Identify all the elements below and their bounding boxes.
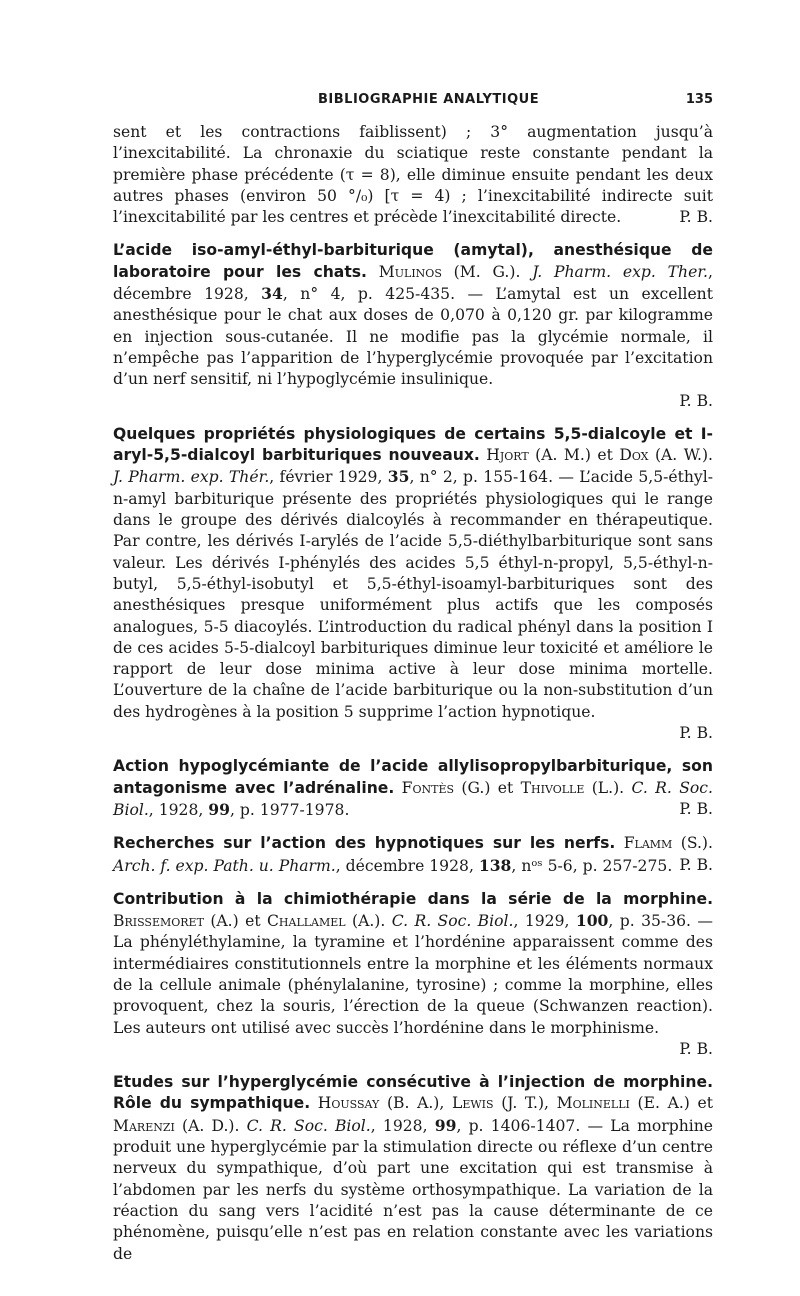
text-column xyxy=(113,122,713,1265)
author-initials: (S.). xyxy=(672,834,713,853)
journal-name: C. R. Soc. Biol. xyxy=(246,1116,371,1135)
author-name: Marenzi xyxy=(113,1116,175,1135)
author-initials: (A. D.). xyxy=(174,1116,247,1135)
author-name: Flamm xyxy=(623,834,673,853)
author-initials: (E. A.) et xyxy=(629,1094,713,1113)
author-initials: (B. A.), xyxy=(379,1094,452,1113)
entry-body: , p. 35-36. — La phényléthylamine, la tyramine et l’hordénine apparaissent comme des intermédiaires constitutionnels entre la morphine et les éléments normaux de la cellule animale (phénylalanine, tyrosine) ; comme la morphine, elles provoquent, chez la souris, l’érection de la queue (Schwanzen reaction). Les auteurs ont utilisé avec succès l’hordénine dans le morphinisme. xyxy=(113,912,713,1037)
bibliography-entry xyxy=(113,424,713,723)
entry-title: L’acide iso-amyl-éthyl-barbiturique (amytal), anesthésique de laboratoire pour les chats. xyxy=(113,241,713,281)
signature: P. B. xyxy=(679,724,713,743)
author-initials: (L.). xyxy=(584,778,632,797)
continuation-paragraph xyxy=(113,122,713,228)
author-name: Mulinos xyxy=(378,262,442,281)
continuation-text: sent et les contractions faiblissent) ; 3° augmentation jusqu’à l’inexcitabilité. La chronaxie du sciatique reste constante pendant la première phase précédente (τ = 8), elle diminue ensuite pendant les deux autres phases (environ 50 °/₀) [τ = 4) ; l’inexcitabilité indirecte suit l’inexcitabilité par les centres et précède l’inexcitabilité directe. xyxy=(113,123,713,227)
bibliography-entry xyxy=(113,833,713,877)
bibliography-entry xyxy=(113,1072,713,1265)
author-name: Brissemoret xyxy=(113,912,204,931)
entry-title: Contribution à la chimiothérapie dans la série de la morphine. xyxy=(113,889,713,908)
bibliography-entry xyxy=(113,756,713,821)
entry-body: , p. 1977-1978. xyxy=(230,800,350,819)
entry-body: , n° 2, p. 155-164. — L’acide 5,5-éthyl-n-amyl barbiturique présente des propriétés physiologiques qui le range dans le groupe des dérivés dialcoylés à recommander en thérapeutique. Par contre, les dérivés I-arylés de l’acide 5,5-diéthylbarbiturique sont sans valeur. Les dérivés I-phénylés des acides 5,5 éthyl-n-propyl, 5,5-éthyl-n-butyl, 5,5-éthyl-isobutyl et 5,5-éthyl-isoamyl-barbituriques sont des anesthésiques presque uniformément plus actifs que les composés analogues, 5-5 diacoylés. L’introduction du radical phényl dans la position I de ces acides 5-5-dialcoyl barbituriques diminue leur toxicité et améliore le rapport de leur dose minima active à leur dose minima mortelle. L’ouverture de la chaîne de l’acide barbiturique ou la non-substitution d’un des hydrogènes à la position 5 supprime l’action hypnotique. xyxy=(113,468,713,721)
author-name: Molinelli xyxy=(556,1094,630,1113)
citation-date: , décembre 1928, xyxy=(335,856,479,875)
journal-name: C. R. Soc. Biol. xyxy=(113,778,713,819)
author-initials: (A. M.) et xyxy=(528,446,620,465)
author-name: Hjort xyxy=(486,446,529,465)
volume-number: 100 xyxy=(575,911,609,931)
citation-date: , 1928, xyxy=(148,800,209,819)
journal-name: C. R. Soc. Biol. xyxy=(391,912,514,931)
author-initials: (A.). xyxy=(345,912,392,931)
entry-body: , p. 1406-1407. — La morphine produit une hyperglycémie par la stimulation directe ou réflexe d’un centre nerveux du sympathique, d’où part une excitation qui est transmise à l’abdomen par les nerfs du système orthosympathique. La variation de la réaction du sang vers l’acidité n’est pas la cause déterminante de ce phénomène, puisqu’elle n’est pas en relation constante avec les variations de xyxy=(113,1116,713,1263)
volume-number: 138 xyxy=(478,855,512,875)
citation-date: , 1929, xyxy=(513,912,576,931)
author-name: Fontès xyxy=(401,778,455,797)
entry-title: Quelques propriétés physiologiques de certains 5,5-dialcoyle et I-aryl-5,5-dialcoyl barbituriques nouveaux. xyxy=(113,424,713,465)
citation-date: , février 1929, xyxy=(269,468,388,487)
journal-name: Arch. f. exp. Path. u. Pharm. xyxy=(113,856,336,875)
author-name: Dox xyxy=(619,446,649,465)
journal-name: J. Pharm. exp. Thér. xyxy=(113,468,270,487)
bibliography-entry xyxy=(113,240,713,390)
author-name: Challamel xyxy=(266,912,346,931)
entry-title: Recherches sur l’action des hypnotiques sur les nerfs. xyxy=(113,834,616,853)
bibliography-entry xyxy=(113,889,713,1039)
volume-number: 99 xyxy=(208,799,230,819)
citation-date: , décembre 1928, xyxy=(113,262,713,304)
entry-title: Etudes sur l’hyperglycémie consécutive à l’injection de morphine. Rôle du sympathique. xyxy=(113,1073,713,1113)
entry-body: , n° 4, p. 425-435. — L’amytal est un excellent anesthésique pour le chat aux doses de 0,070 à 0,120 gr. par kilogramme en injection sous-cutanée. Il ne modifie pas la glycémie normale, il n’empêche pas l’apparition de l’hyperglycémie provoquée par l’excitation d’un nerf sensitif, ni l’hypoglycémie insulinique. xyxy=(113,285,713,389)
author-initials: (A. W.). xyxy=(648,446,713,465)
author-name: Thivolle xyxy=(520,778,585,797)
entry-body: , nᵒˢ 5-6, p. 257-275. xyxy=(511,856,673,875)
author-initials: (G.) et xyxy=(454,778,521,797)
author-initials: (M. G.). xyxy=(441,262,533,281)
journal-name: J. Pharm. exp. Ther. xyxy=(532,262,709,281)
entry-title: Action hypoglycémiante de l’acide allylisopropylbarbiturique, son antagonisme avec l’adrénaline. xyxy=(113,757,713,797)
signature: P. B. xyxy=(679,208,713,227)
volume-number: 99 xyxy=(434,1115,457,1135)
running-title: BIBLIOGRAPHIE ANALYTIQUE xyxy=(318,92,540,107)
running-header xyxy=(113,92,713,114)
signature: P. B. xyxy=(679,1039,713,1058)
volume-number: 35 xyxy=(387,467,410,487)
author-name: Lewis xyxy=(451,1094,494,1113)
author-name: Houssay xyxy=(317,1094,380,1113)
citation-date: , 1928, xyxy=(370,1116,435,1135)
volume-number: 34 xyxy=(261,284,283,304)
signature: P. B. xyxy=(679,855,713,874)
page-number: 135 xyxy=(685,92,713,107)
author-initials: (J. T.), xyxy=(493,1094,557,1113)
signature: P. B. xyxy=(679,391,713,410)
author-initials: (A.) et xyxy=(203,912,267,931)
signature: P. B. xyxy=(679,799,713,818)
